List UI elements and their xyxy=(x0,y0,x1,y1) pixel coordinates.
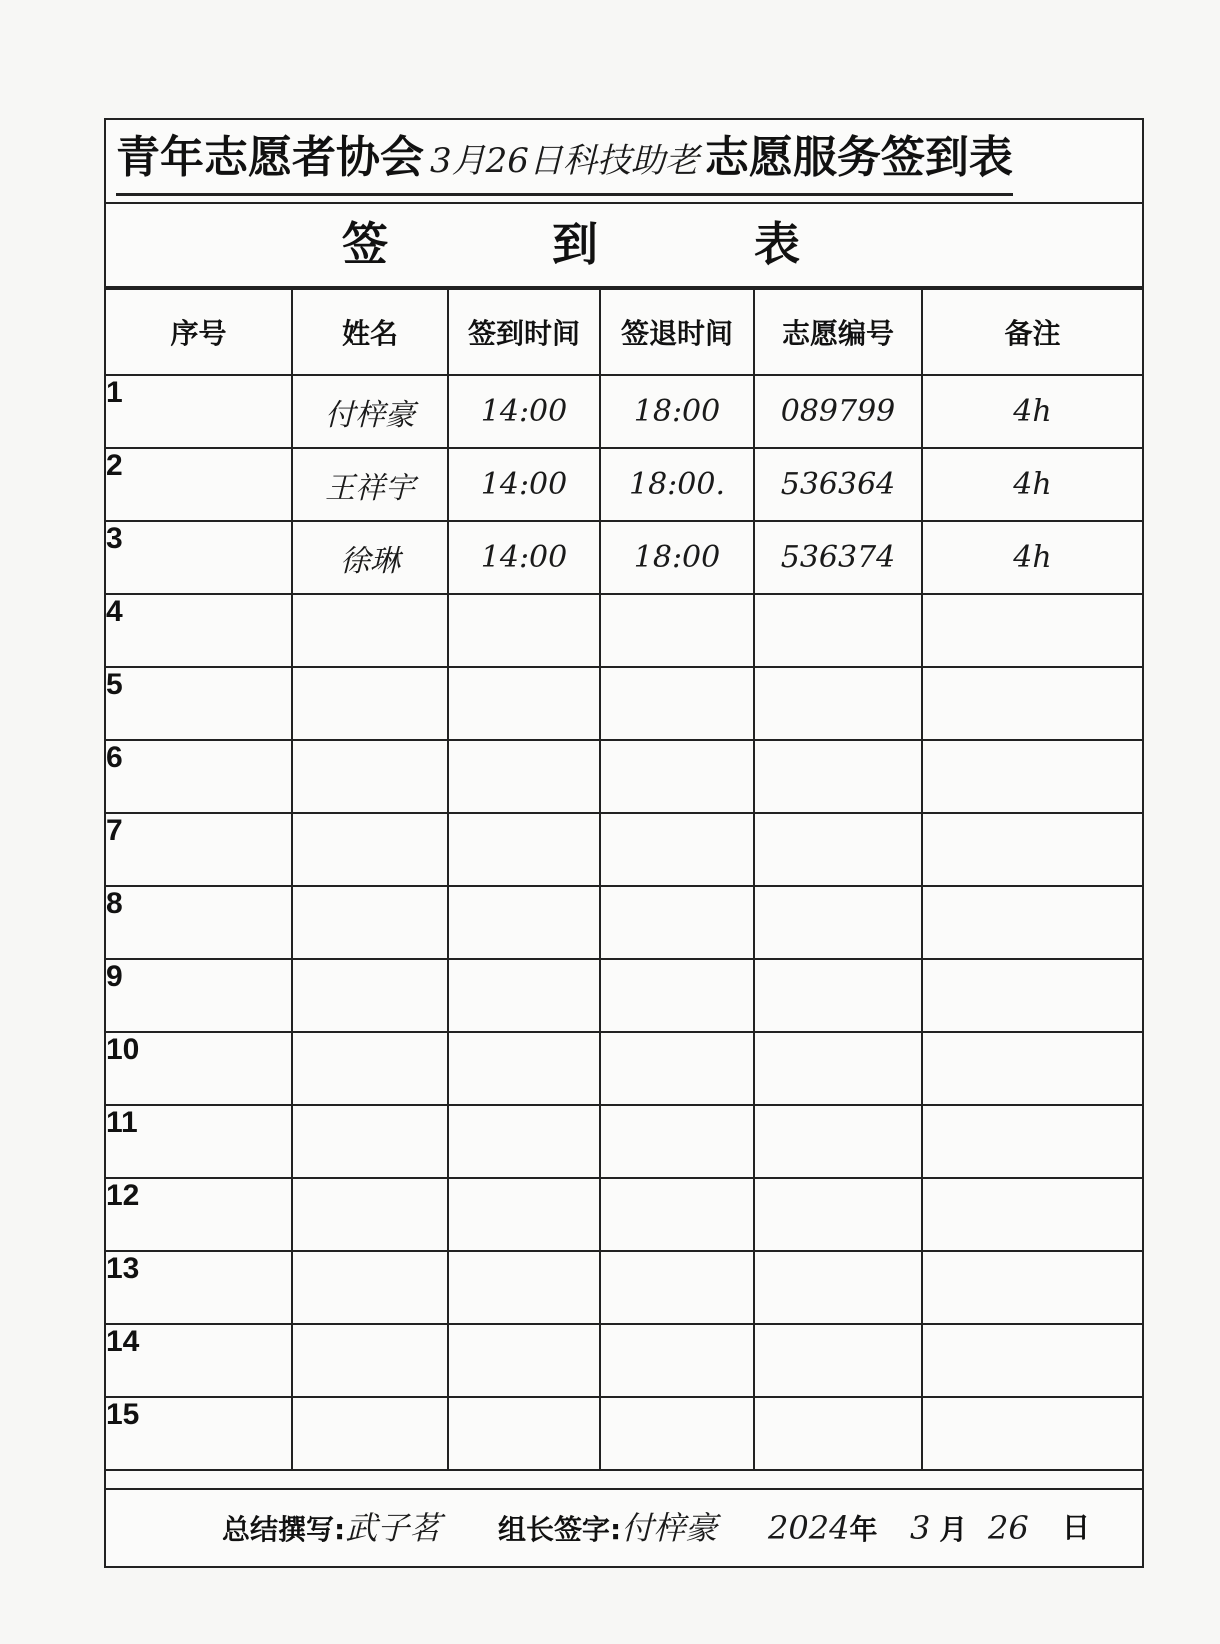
row-volunteer-id-cell xyxy=(754,740,922,813)
row-name-cell xyxy=(292,1178,448,1251)
subtitle-char: 签 xyxy=(342,217,388,271)
row-sign-in-cell xyxy=(448,667,600,740)
row-volunteer-id-cell xyxy=(754,594,922,667)
row-seq-cell: 2 xyxy=(106,448,292,521)
row-volunteer-id-cell xyxy=(754,1324,922,1397)
row-note-cell xyxy=(922,1251,1142,1324)
date-month xyxy=(910,1508,967,1550)
row-seq-cell: 1 xyxy=(106,375,292,448)
row-seq-cell: 5 xyxy=(106,667,292,740)
row-volunteer-id-cell xyxy=(754,1251,922,1324)
row-sign-out-cell xyxy=(600,1178,754,1251)
row-note-cell xyxy=(922,1178,1142,1251)
row-name-cell xyxy=(292,1324,448,1397)
row-name-cell xyxy=(292,1251,448,1324)
row-name-cell xyxy=(292,740,448,813)
header-sign-out-time: 签退时间 xyxy=(600,289,754,375)
row-sign-out-cell xyxy=(600,594,754,667)
row-seq-cell: 6 xyxy=(106,740,292,813)
row-note-cell xyxy=(922,740,1142,813)
row-volunteer-id-cell xyxy=(754,667,922,740)
row-name-cell xyxy=(292,667,448,740)
header-seq: 序号 xyxy=(106,289,292,375)
row-name-cell: 徐琳 xyxy=(292,521,448,594)
row-sign-out-cell xyxy=(600,1324,754,1397)
subtitle-char: 表 xyxy=(754,217,800,271)
row-note-cell xyxy=(922,1324,1142,1397)
row-sign-out-cell xyxy=(600,1397,754,1470)
summary-label: 总结撰写: xyxy=(222,1513,346,1546)
row-sign-in-cell: 14:00 xyxy=(448,448,600,521)
row-sign-out-cell xyxy=(600,740,754,813)
row-seq-cell: 15 xyxy=(106,1397,292,1470)
row-sign-out-cell xyxy=(600,813,754,886)
row-name-cell xyxy=(292,1397,448,1470)
row-sign-in-cell xyxy=(448,594,600,667)
row-note-cell xyxy=(922,813,1142,886)
row-sign-in-cell xyxy=(448,1397,600,1470)
row-seq-cell: 10 xyxy=(106,1032,292,1105)
table-row xyxy=(106,1324,1142,1397)
table-row xyxy=(106,740,1142,813)
table-row xyxy=(106,1397,1142,1470)
table-row xyxy=(106,959,1142,1032)
row-seq-cell: 4 xyxy=(106,594,292,667)
row-sign-out-cell: 18:00. xyxy=(600,448,754,521)
row-volunteer-id-cell xyxy=(754,813,922,886)
table-row xyxy=(106,521,1142,594)
summary-author xyxy=(222,1508,441,1550)
row-name-cell xyxy=(292,1032,448,1105)
row-sign-out-cell xyxy=(600,667,754,740)
row-name-cell: 付梓豪 xyxy=(292,375,448,448)
row-note-cell: 4h xyxy=(922,375,1142,448)
day-label: 日 xyxy=(1062,1511,1091,1544)
row-seq-cell: 11 xyxy=(106,1105,292,1178)
header-volunteer-id: 志愿编号 xyxy=(754,289,922,375)
row-note-cell xyxy=(922,1397,1142,1470)
row-sign-in-cell xyxy=(448,1178,600,1251)
row-sign-in-cell xyxy=(448,740,600,813)
row-note-cell xyxy=(922,594,1142,667)
row-sign-in-cell xyxy=(448,959,600,1032)
row-volunteer-id-cell: 089799 xyxy=(754,375,922,448)
header-note: 备注 xyxy=(922,289,1142,375)
row-note-cell xyxy=(922,959,1142,1032)
subtitle-char: 到 xyxy=(552,217,598,271)
table-row xyxy=(106,667,1142,740)
row-seq-cell: 13 xyxy=(106,1251,292,1324)
row-seq-cell: 7 xyxy=(106,813,292,886)
month-label: 月 xyxy=(939,1513,968,1546)
row-name-cell xyxy=(292,813,448,886)
year-value: 2024 xyxy=(768,1509,850,1547)
row-sign-in-cell xyxy=(448,1251,600,1324)
leader-value: 付梓豪 xyxy=(621,1509,718,1547)
table-row xyxy=(106,375,1142,448)
table-row xyxy=(106,594,1142,667)
table-row xyxy=(106,1032,1142,1105)
sheet-title xyxy=(116,128,1013,196)
row-sign-in-cell: 14:00 xyxy=(448,521,600,594)
leader-signature xyxy=(498,1508,717,1550)
row-sign-in-cell: 14:00 xyxy=(448,375,600,448)
row-seq-cell: 14 xyxy=(106,1324,292,1397)
table-row xyxy=(106,448,1142,521)
date-day xyxy=(988,1508,1029,1550)
footer-row xyxy=(106,1488,1142,1566)
title-row xyxy=(106,120,1142,204)
row-volunteer-id-cell: 536364 xyxy=(754,448,922,521)
row-volunteer-id-cell xyxy=(754,1397,922,1470)
row-sign-in-cell xyxy=(448,1324,600,1397)
row-seq-cell: 9 xyxy=(106,959,292,1032)
row-name-cell xyxy=(292,594,448,667)
row-name-cell: 王祥宇 xyxy=(292,448,448,521)
row-sign-in-cell xyxy=(448,1105,600,1178)
leader-label: 组长签字: xyxy=(498,1513,622,1546)
year-label: 年 xyxy=(849,1513,878,1546)
row-note-cell: 4h xyxy=(922,448,1142,521)
row-sign-in-cell xyxy=(448,1032,600,1105)
row-volunteer-id-cell xyxy=(754,959,922,1032)
row-volunteer-id-cell xyxy=(754,1178,922,1251)
table-header-row xyxy=(106,289,1142,375)
header-sign-in-time: 签到时间 xyxy=(448,289,600,375)
table-row xyxy=(106,1178,1142,1251)
row-sign-out-cell xyxy=(600,1251,754,1324)
subtitle-row xyxy=(106,204,1142,288)
row-note-cell: 4h xyxy=(922,521,1142,594)
date-year xyxy=(768,1508,877,1550)
row-note-cell xyxy=(922,667,1142,740)
row-name-cell xyxy=(292,886,448,959)
row-seq-cell: 8 xyxy=(106,886,292,959)
row-sign-in-cell xyxy=(448,813,600,886)
row-seq-cell: 12 xyxy=(106,1178,292,1251)
row-volunteer-id-cell xyxy=(754,1032,922,1105)
row-volunteer-id-cell: 536374 xyxy=(754,521,922,594)
table-body xyxy=(106,375,1142,1470)
row-sign-out-cell xyxy=(600,1105,754,1178)
row-name-cell xyxy=(292,959,448,1032)
row-volunteer-id-cell xyxy=(754,1105,922,1178)
header-name: 姓名 xyxy=(292,289,448,375)
row-note-cell xyxy=(922,886,1142,959)
month-value: 3 xyxy=(910,1509,931,1547)
row-sign-out-cell: 18:00 xyxy=(600,375,754,448)
row-sign-out-cell xyxy=(600,886,754,959)
row-sign-out-cell: 18:00 xyxy=(600,521,754,594)
row-sign-out-cell xyxy=(600,959,754,1032)
table-row xyxy=(106,886,1142,959)
sign-in-table xyxy=(106,288,1142,1471)
date-day-label xyxy=(1062,1508,1090,1548)
row-volunteer-id-cell xyxy=(754,886,922,959)
row-sign-in-cell xyxy=(448,886,600,959)
title-org: 青年志愿者协会 xyxy=(116,132,424,183)
row-note-cell xyxy=(922,1105,1142,1178)
table-row xyxy=(106,813,1142,886)
row-sign-out-cell xyxy=(600,1032,754,1105)
day-value: 26 xyxy=(988,1509,1029,1547)
row-note-cell xyxy=(922,1032,1142,1105)
row-seq-cell: 3 xyxy=(106,521,292,594)
table-row xyxy=(106,1251,1142,1324)
table-row xyxy=(106,1105,1142,1178)
summary-value: 武子茗 xyxy=(345,1509,442,1547)
title-handwritten-event: 3月26日科技助老 xyxy=(430,141,699,181)
title-suffix: 志愿服务签到表 xyxy=(704,132,1013,183)
sign-in-sheet xyxy=(104,118,1144,1568)
row-name-cell xyxy=(292,1105,448,1178)
